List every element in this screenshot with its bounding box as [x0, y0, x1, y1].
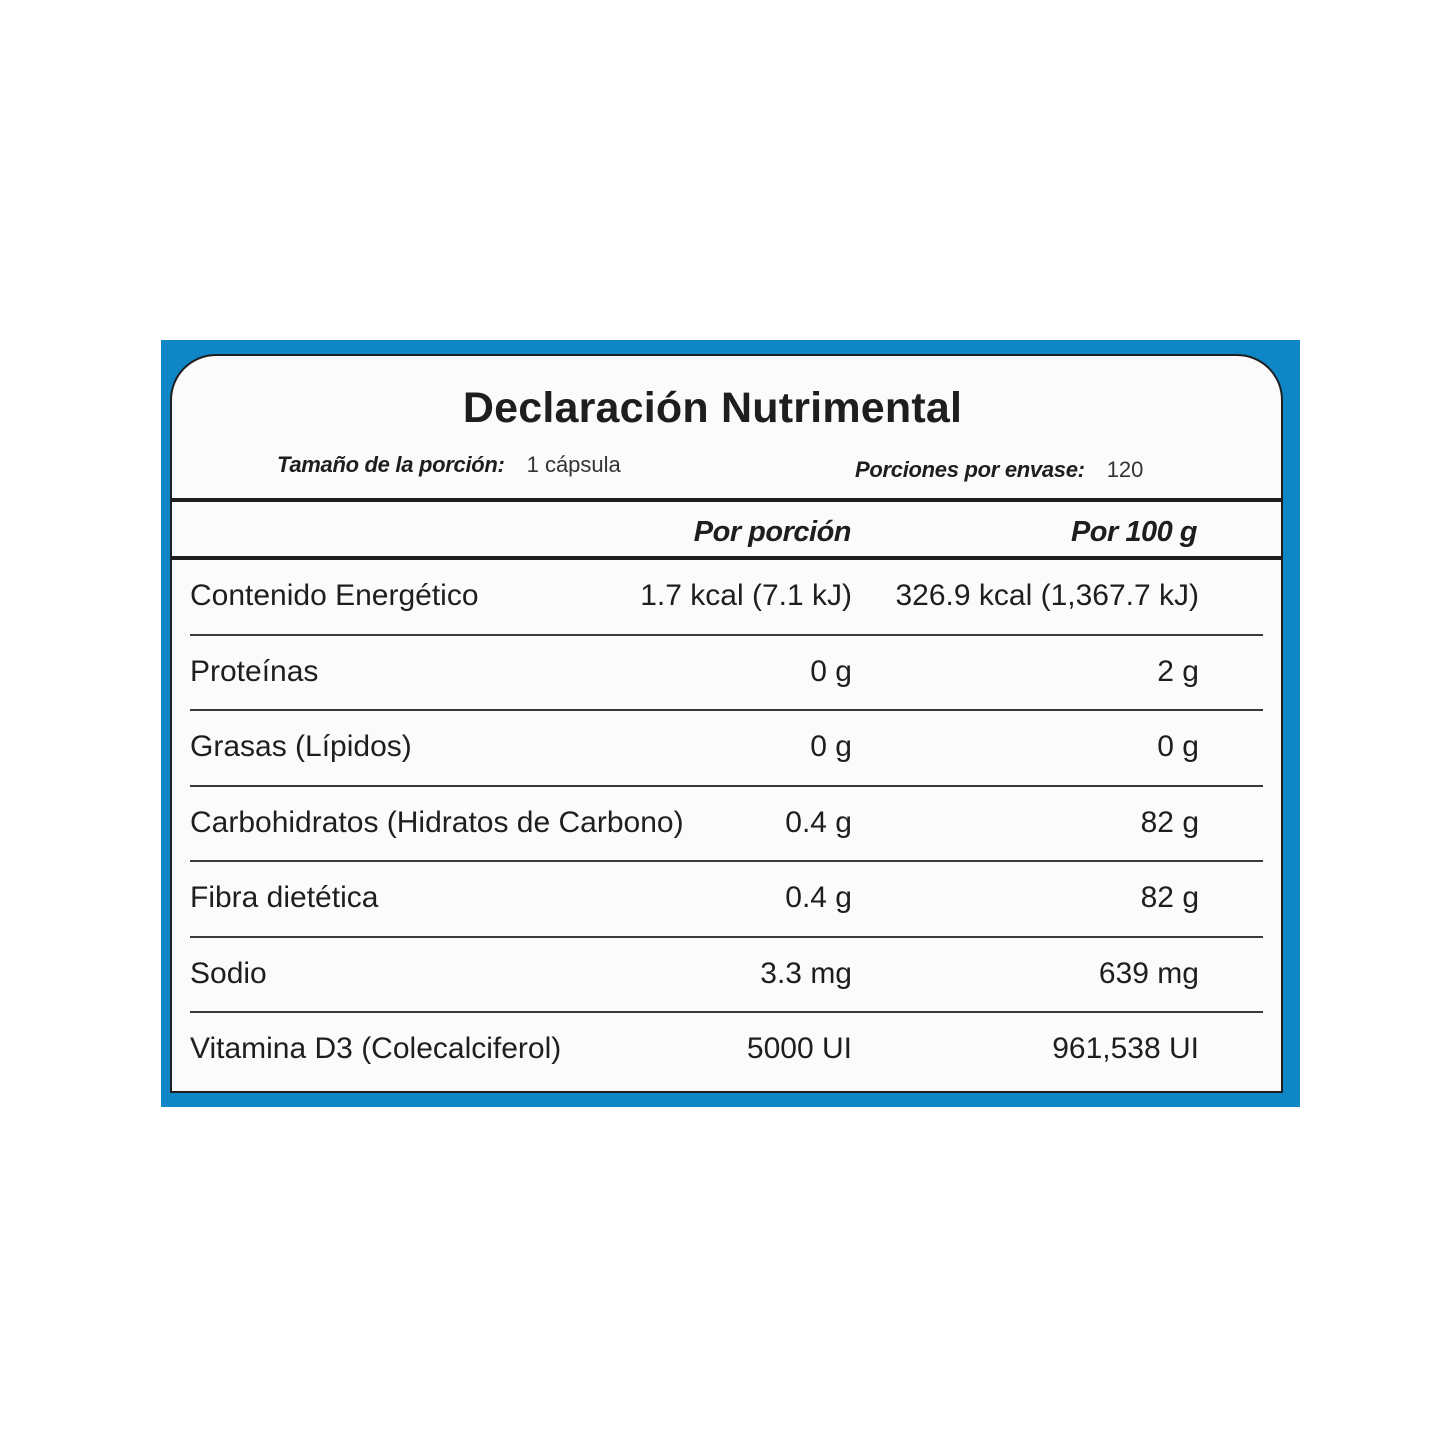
nutrient-name: Vitamina D3 (Colecalciferol) — [190, 1032, 562, 1065]
table-row — [190, 938, 1263, 1014]
table-row — [190, 787, 1263, 863]
per-100g-value: 961,538 UI — [1052, 1032, 1199, 1065]
per-100g-value: 82 g — [1140, 881, 1199, 914]
serving-size-value: 1 cápsula — [526, 452, 621, 477]
nutrient-name: Fibra dietética — [190, 881, 379, 914]
table-row — [190, 1013, 1263, 1089]
column-header-per-serving: Por porción — [693, 516, 851, 548]
table-row — [190, 711, 1263, 787]
per-serving-value: 0.4 g — [785, 805, 852, 839]
servings-per-container-value: 120 — [1106, 457, 1144, 482]
nutrient-name: Contenido Energético — [190, 579, 479, 612]
nutrient-name: Proteínas — [190, 654, 319, 688]
nutrition-label — [170, 354, 1283, 1093]
serving-size — [277, 452, 621, 478]
per-100g-value: 0 g — [1157, 730, 1199, 763]
table-row — [190, 560, 1263, 636]
table-row — [190, 636, 1263, 712]
per-serving-value: 3.3 mg — [760, 956, 852, 990]
nutrient-name: Sodio — [190, 956, 267, 990]
label-title: Declaración Nutrimental — [462, 384, 963, 432]
per-serving-value: 0 g — [810, 654, 852, 688]
servings-per-container-label: Porciones por envase: — [855, 457, 1085, 482]
nutrient-name: Grasas (Lípidos) — [190, 730, 412, 763]
per-serving-value: 1.7 kcal (7.1 kJ) — [640, 579, 852, 612]
per-serving-value: 5000 UI — [746, 1032, 852, 1065]
nutrient-table — [190, 560, 1263, 1089]
per-100g-value: 326.9 kcal (1,367.7 kJ) — [895, 579, 1199, 612]
per-serving-value: 0.4 g — [785, 881, 852, 914]
table-row — [190, 862, 1263, 938]
per-100g-value: 639 mg — [1098, 956, 1199, 990]
serving-size-label: Tamaño de la porción: — [277, 452, 505, 477]
per-100g-value: 2 g — [1157, 654, 1199, 688]
per-serving-value: 0 g — [810, 730, 852, 763]
column-header-per-100g: Por 100 g — [1070, 516, 1197, 548]
per-100g-value: 82 g — [1140, 805, 1199, 839]
nutrient-name: Carbohidratos (Hidratos de Carbono) — [190, 805, 684, 839]
servings-per-container — [855, 457, 1143, 483]
column-header-bar — [172, 498, 1281, 560]
